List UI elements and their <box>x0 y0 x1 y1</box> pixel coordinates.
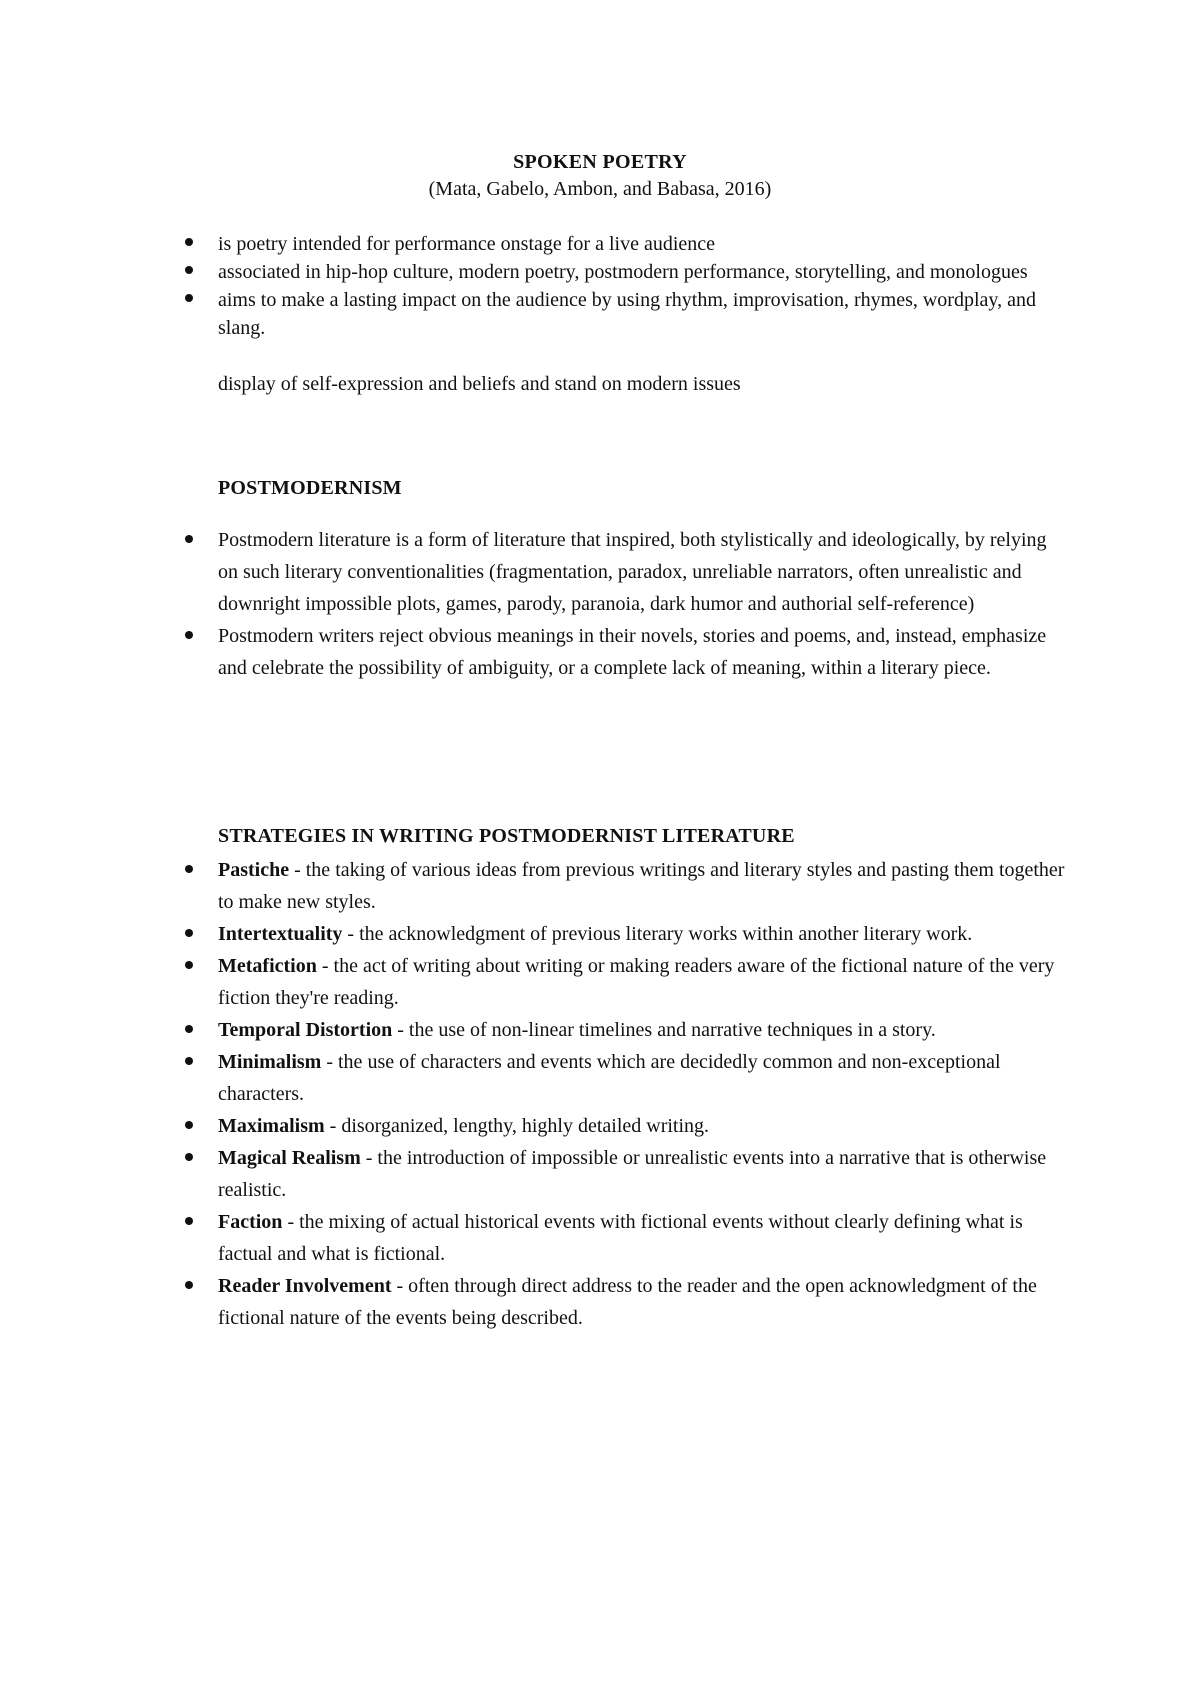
postmodernism-list <box>218 524 1068 684</box>
list-item: aims to make a lasting impact on the audience by using rhythm, improvisation, rhymes, wordplay, and slang. <box>218 286 1068 342</box>
list-item: is poetry intended for performance onstage for a live audience <box>218 230 1068 258</box>
spoken-poetry-list <box>218 230 1068 342</box>
term: Faction <box>218 1211 283 1233</box>
strategies-list <box>218 854 1068 1334</box>
postmodernism-heading: POSTMODERNISM <box>218 477 402 499</box>
term: Magical Realism <box>218 1147 361 1169</box>
citation: (Mata, Gabelo, Ambon, and Babasa, 2016) <box>428 178 772 200</box>
list-item <box>218 1110 1068 1142</box>
term: Pastiche <box>218 859 290 881</box>
definition: - disorganized, lengthy, highly detailed writing. <box>324 1115 710 1137</box>
list-item: Postmodern writers reject obvious meanings in their novels, stories and poems, and, instead, emphasize and celebrate the possibility of ambiguity, or a complete lack of meaning, within a literary piece. <box>218 620 1068 684</box>
definition: - the introduction of impossible or unrealistic events into a narrative that is otherwise realistic. <box>218 1147 1047 1201</box>
spoken-poetry-note: display of self-expression and beliefs and stand on modern issues <box>218 373 741 395</box>
list-item <box>218 1046 1068 1110</box>
definition: - the use of non-linear timelines and narrative techniques in a story. <box>392 1019 936 1041</box>
term: Temporal Distortion <box>218 1019 393 1041</box>
list-item <box>218 950 1068 1014</box>
list-item: Postmodern literature is a form of literature that inspired, both stylistically and ideologically, by relying on such literary conventionalities (fragmentation, paradox, unreliable narrators, often unrealistic and downright impossible plots, games, parody, paranoia, dark humor and authorial self-reference) <box>218 524 1068 620</box>
list-item <box>218 1206 1068 1270</box>
definition: - the mixing of actual historical events with fictional events without clearly defining what is factual and what is fictional. <box>218 1211 1023 1265</box>
strategies-heading: STRATEGIES IN WRITING POSTMODERNIST LITERATURE <box>218 825 795 847</box>
definition: - the taking of various ideas from previous writings and literary styles and pasting them together to make new styles. <box>218 859 1065 913</box>
list-item <box>218 1270 1068 1334</box>
term: Metafiction <box>218 955 317 977</box>
list-item <box>218 1014 1068 1046</box>
list-item: associated in hip-hop culture, modern poetry, postmodern performance, storytelling, and monologues <box>218 258 1068 286</box>
list-item <box>218 1142 1068 1206</box>
term: Maximalism <box>218 1115 325 1137</box>
definition: - the use of characters and events which are decidedly common and non-exceptional characters. <box>218 1051 1001 1105</box>
page-title: SPOKEN POETRY <box>513 151 687 173</box>
definition: - often through direct address to the reader and the open acknowledgment of the fictional nature of the events being described. <box>218 1275 1037 1329</box>
definition: - the acknowledgment of previous literary works within another literary work. <box>342 923 973 945</box>
list-item <box>218 918 1068 950</box>
term: Reader Involvement <box>218 1275 392 1297</box>
term: Minimalism <box>218 1051 322 1073</box>
term: Intertextuality <box>218 923 343 945</box>
definition: - the act of writing about writing or making readers aware of the fictional nature of the very fiction they're reading. <box>218 955 1055 1009</box>
list-item <box>218 854 1068 918</box>
